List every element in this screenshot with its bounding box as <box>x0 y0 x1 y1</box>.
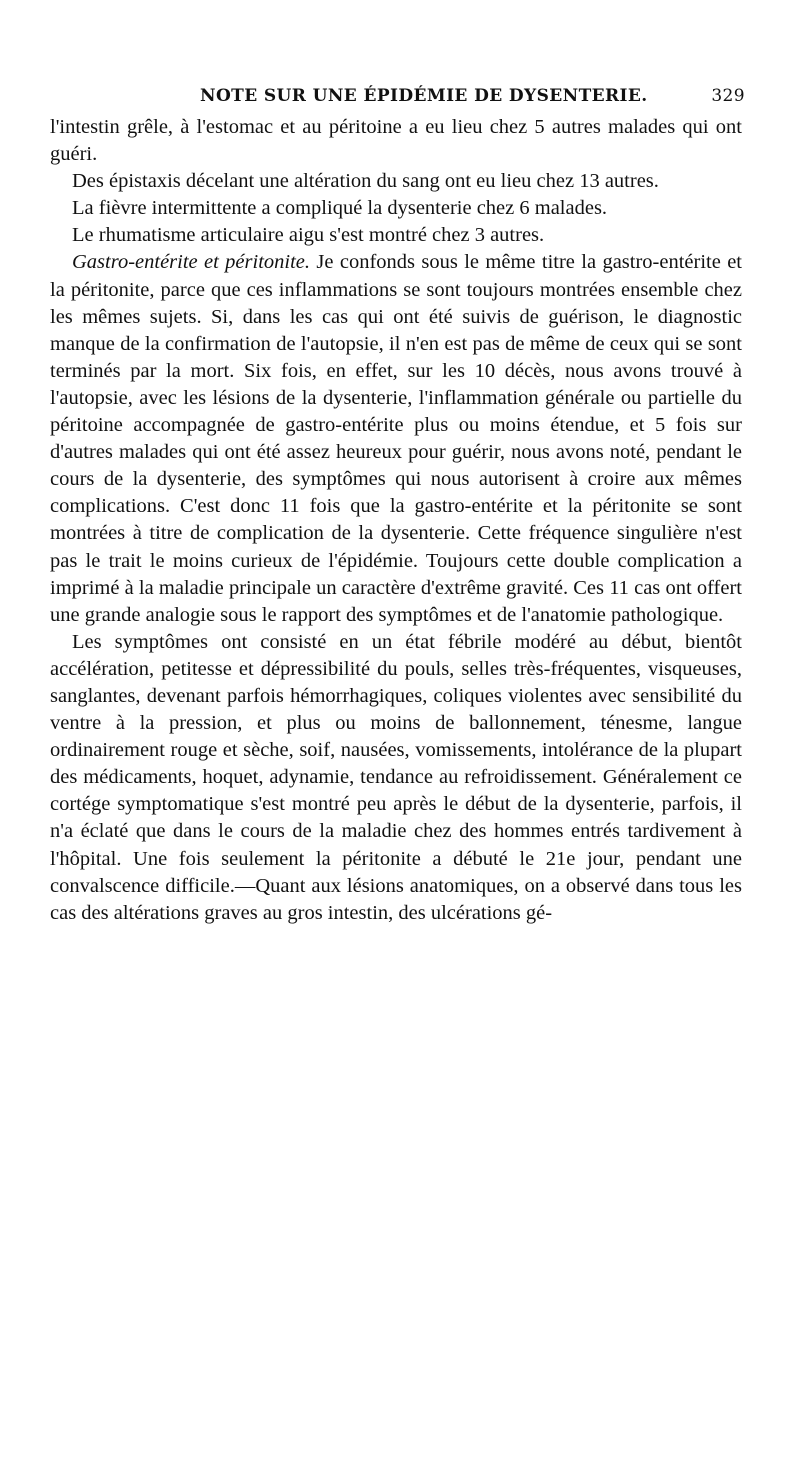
paragraph-gastro-enterite-text: Je confonds sous le même titre la gastro-entérite et la péritonite, parce que ces inflammations se sont toujours montrées ensemble chez les mêmes sujets. Si, dans les cas qui ont été suivis de guérison, le diagnostic manque de la confirmation de l'autopsie, il n'en est pas de même de ceux qui se sont terminés par la mort. Six fois, en effet, sur les 10 décès, nous avons trouvé à l'autopsie, avec les lésions de la dysenterie, l'inflammation générale ou partielle du péritoine accompagnée de gastro-entérite plus ou moins étendue, et 5 fois sur d'autres malades qui ont été assez heureux pour guérir, nous avons noté, pendant le cours de la dysenterie, des symptômes qui nous autorisent à croire aux mêmes complications. C'est donc 11 fois que la gastro-entérite et la péritonite se sont montrées à titre de complication de la dysenterie. Cette fréquence singulière n'est pas le trait le moins curieux de l'épidémie. Toujours cette double complication a imprimé à la maladie principale un caractère d'extrême gravité. Ces 11 cas ont offert une grande analogie sous le rapport des symptômes et de l'anatomie pathologique. <box>50 251 743 626</box>
paragraph-rhumatisme: Le rhumatisme articulaire aigu s'est montré chez 3 autres. <box>72 224 545 247</box>
paragraph-epistaxis: Des épistaxis décelant une altération du sang ont eu lieu chez 13 autres. <box>72 170 659 193</box>
section-lead: Gastro-entérite et péritonite. <box>72 251 311 274</box>
running-title: NOTE SUR UNE ÉPIDÉMIE DE DYSENTERIE. <box>200 86 648 106</box>
paragraph-gastro-enterite <box>50 249 742 628</box>
paragraph-fievre: La fièvre intermittente a compliqué la dysenterie chez 6 malades. <box>72 197 608 220</box>
paragraph-continuation: l'intestin grêle, à l'estomac et au péritoine a eu lieu chez 5 autres malades qui ont guéri. <box>50 116 742 166</box>
running-header <box>200 86 745 110</box>
body-text <box>50 114 742 927</box>
page-number: 329 <box>711 86 745 106</box>
paragraph-symptomes: Les symptômes ont consisté en un état fébrile modéré au début, bientôt accélération, petitesse et dépressibilité du pouls, selles très-fréquentes, visqueuses, sanglantes, devenant parfois hémorrhagiques, coliques violentes avec sensibilité du ventre à la pression, et plus ou moins de ballonnement, ténesme, langue ordinairement rouge et sèche, soif, nausées, vomissements, intolérance de la plupart des médicaments, hoquet, adynamie, tendance au refroidissement. Généralement ce cortége symptomatique s'est montré peu après le début de la dysenterie, parfois, il n'a éclaté que dans le cours de la maladie chez des hommes entrés tardivement à l'hôpital. Une fois seulement la péritonite a débuté le 21e jour, pendant une convalscence difficile.—Quant aux lésions anatomiques, on a observé dans tous les cas des altérations graves au gros intestin, des ulcérations gé- <box>50 630 742 924</box>
